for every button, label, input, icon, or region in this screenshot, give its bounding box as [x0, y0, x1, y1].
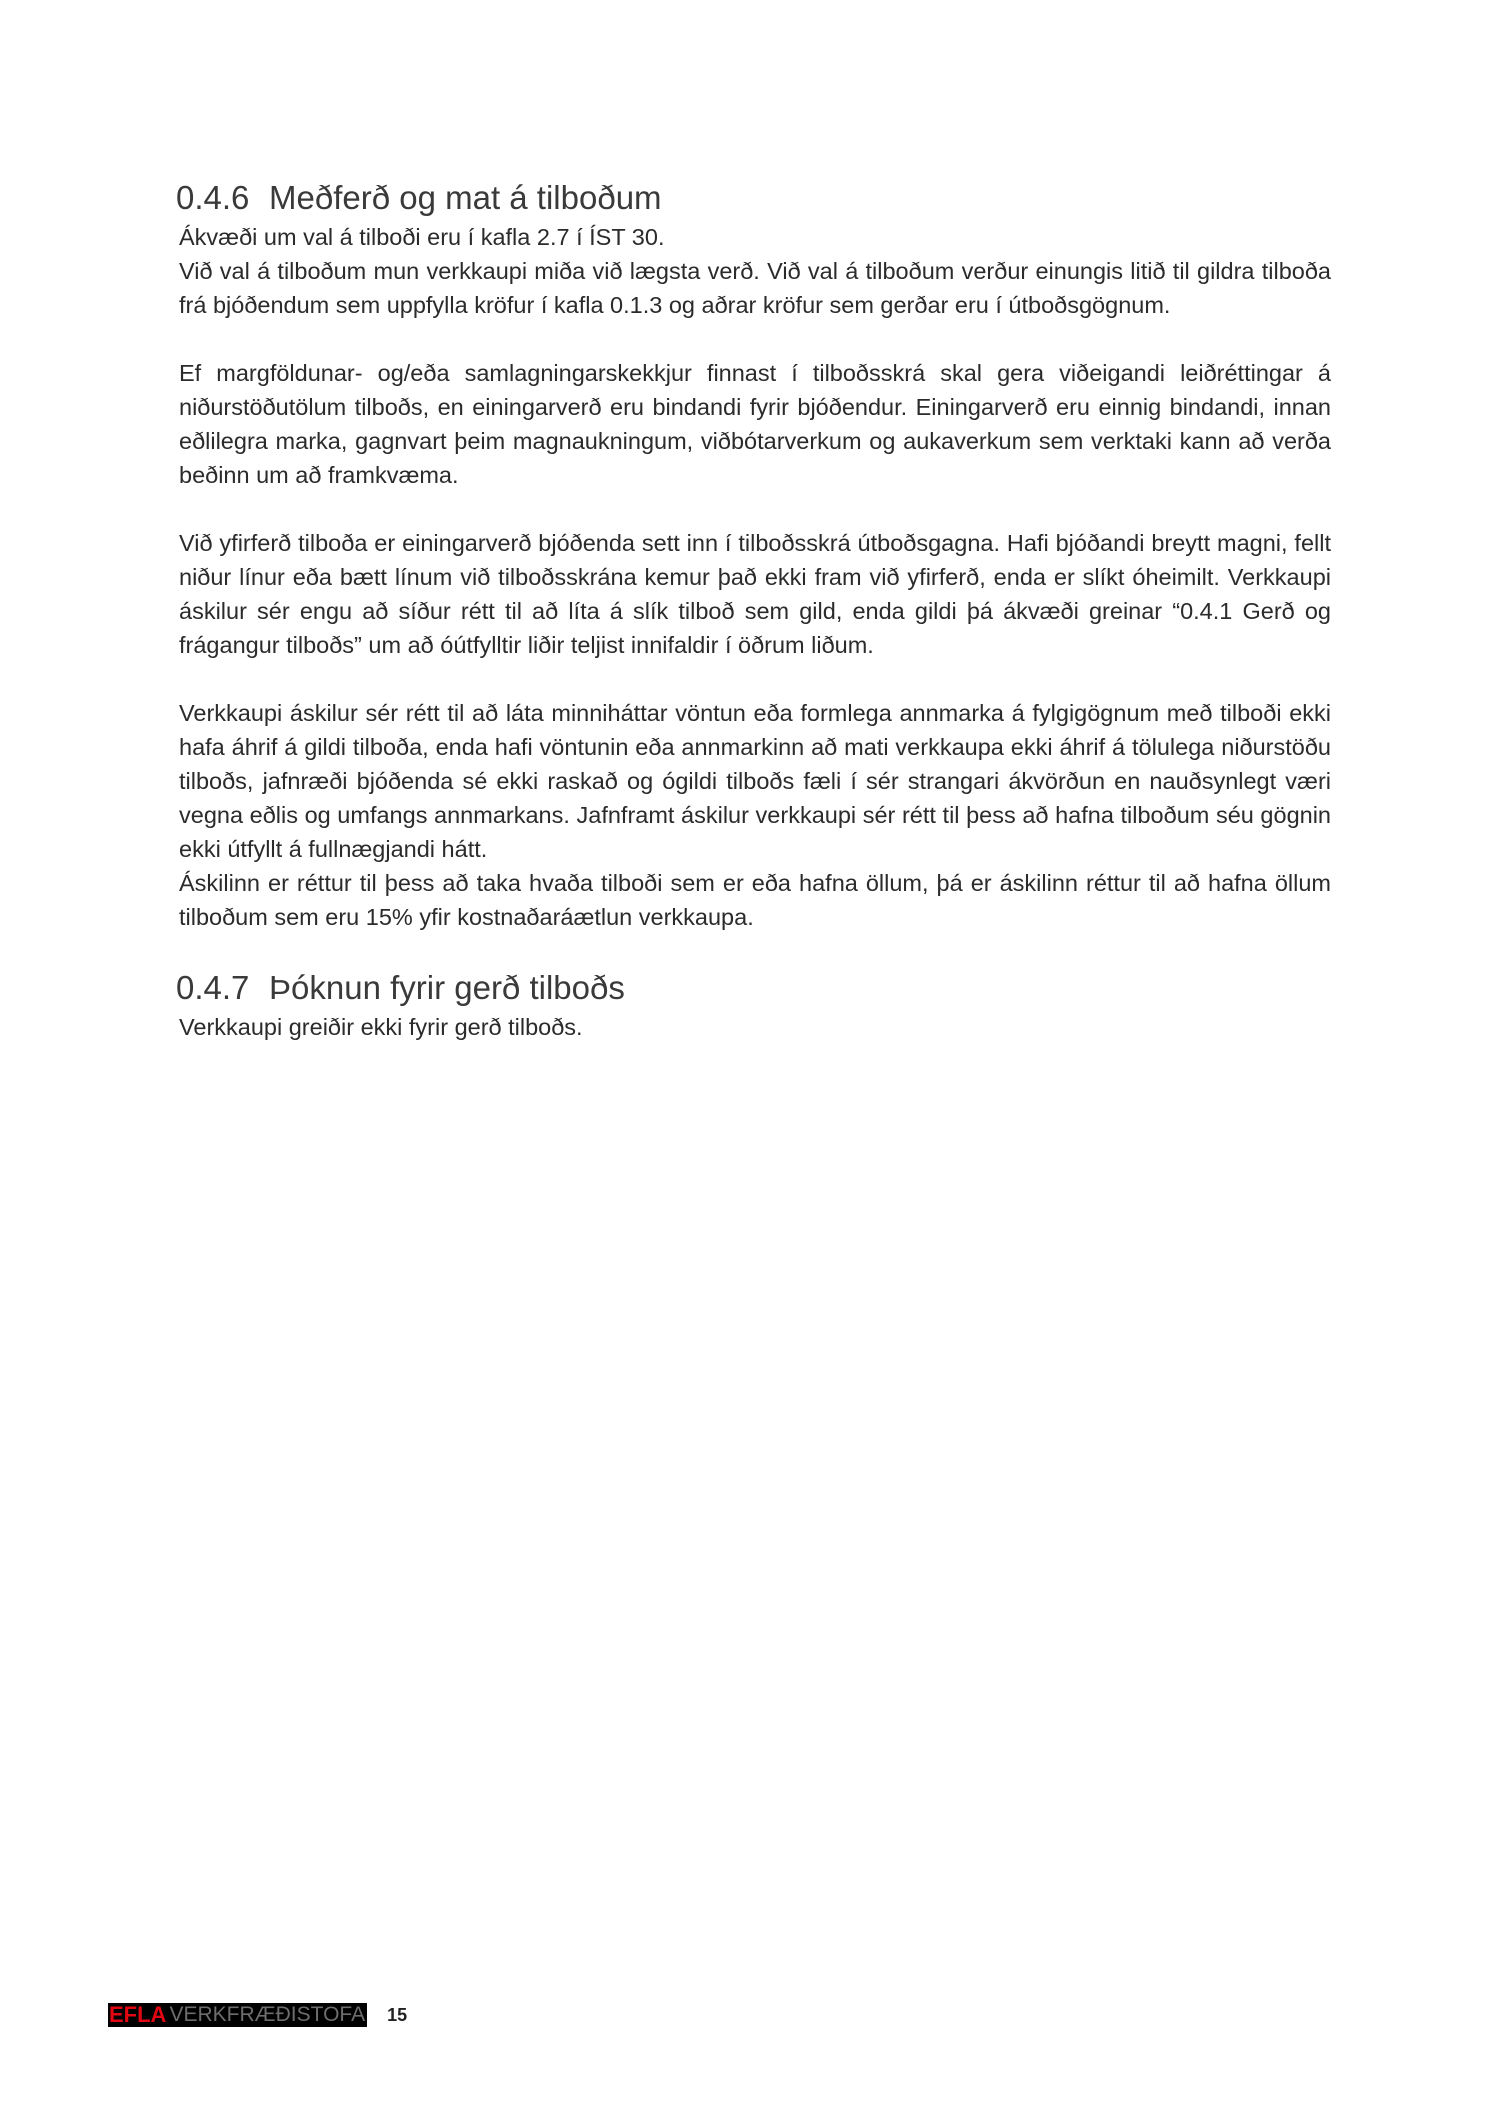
- section-heading: [176, 178, 1331, 218]
- logo-brand: EFLA: [109, 2002, 167, 2027]
- paragraph: Við val á tilboðum mun verkkaupi miða við lægsta verð. Við val á tilboðum verður einungis litið til gildra tilboða frá bjóðendum sem uppfylla kröfur í kafla 0.1.3 og aðrar kröfur sem gerðar eru í útboðsgögnum.: [179, 258, 1331, 318]
- section-0-4-6: [176, 178, 1331, 934]
- page-number: 15: [387, 2004, 408, 2025]
- section-title: Þóknun fyrir gerð tilboðs: [269, 969, 625, 1006]
- section-number: 0.4.7: [176, 969, 250, 1006]
- document-page: [176, 178, 1331, 1044]
- section-number: 0.4.6: [176, 179, 250, 216]
- section-0-4-7: [176, 968, 1331, 1044]
- paragraph: Verkkaupi áskilur sér rétt til að láta minniháttar vöntun eða formlega annmarka á fylgigögnum með tilboði ekki hafa áhrif á gildi tilboða, enda hafi vöntunin eða annmarkinn að mati verkkaupa ekki áhrif á tölulega niðurstöðu tilboðs, jafnræði bjóðenda sé ekki raskað og ógildi tilboðs fæli í sér strangari ákvörðun en nauðsynlegt væri vegna eðlis og umfangs annmarkans. Jafnframt áskilur verkkaupi sér rétt til þess að hafna tilboðum séu gögnin ekki útfyllt á fullnægjandi hátt.: [179, 700, 1331, 862]
- section-title: Meðferð og mat á tilboðum: [269, 179, 662, 216]
- paragraph: Ef margföldunar- og/eða samlagningarskekkjur finnast í tilboðsskrá skal gera viðeigandi leiðréttingar á niðurstöðutölum tilboðs, en einingarverð eru bindandi fyrir bjóðendur. Einingarverð eru einnig bindandi, innan eðlilegra marka, gagnvart þeim magnaukningum, viðbótarverkum og aukaverkum sem verktaki kann að verða beðinn um að framkvæma.: [179, 360, 1331, 488]
- paragraph: Við yfirferð tilboða er einingarverð bjóðenda sett inn í tilboðsskrá útboðsgagna. Hafi bjóðandi breytt magni, fellt niður línur eða bætt línum við tilboðsskrána kemur það ekki fram við yfirferð, enda er slíkt óheimilt. Verkkaupi áskilur sér engu að síður rétt til að líta á slík tilboð sem gild, enda gildi þá ákvæði greinar “0.4.1 Gerð og frágangur tilboðs” um að óútfylltir liðir teljist innifaldir í öðrum liðum.: [179, 530, 1331, 658]
- paragraph: Verkkaupi greiðir ekki fyrir gerð tilboðs.: [179, 1014, 583, 1040]
- company-logo: [108, 2003, 367, 2027]
- section-heading: [176, 968, 1331, 1008]
- logo-subtitle: VERKFRÆÐISTOFA: [169, 2003, 366, 2026]
- paragraph: Ákvæði um val á tilboði eru í kafla 2.7 í ÍST 30.: [179, 224, 665, 250]
- paragraph: Áskilinn er réttur til þess að taka hvaða tilboði sem er eða hafna öllum, þá er áskilinn réttur til að hafna öllum tilboðum sem eru 15% yfir kostnaðaráætlun verkkaupa.: [179, 870, 1331, 930]
- page-footer: [108, 2003, 407, 2027]
